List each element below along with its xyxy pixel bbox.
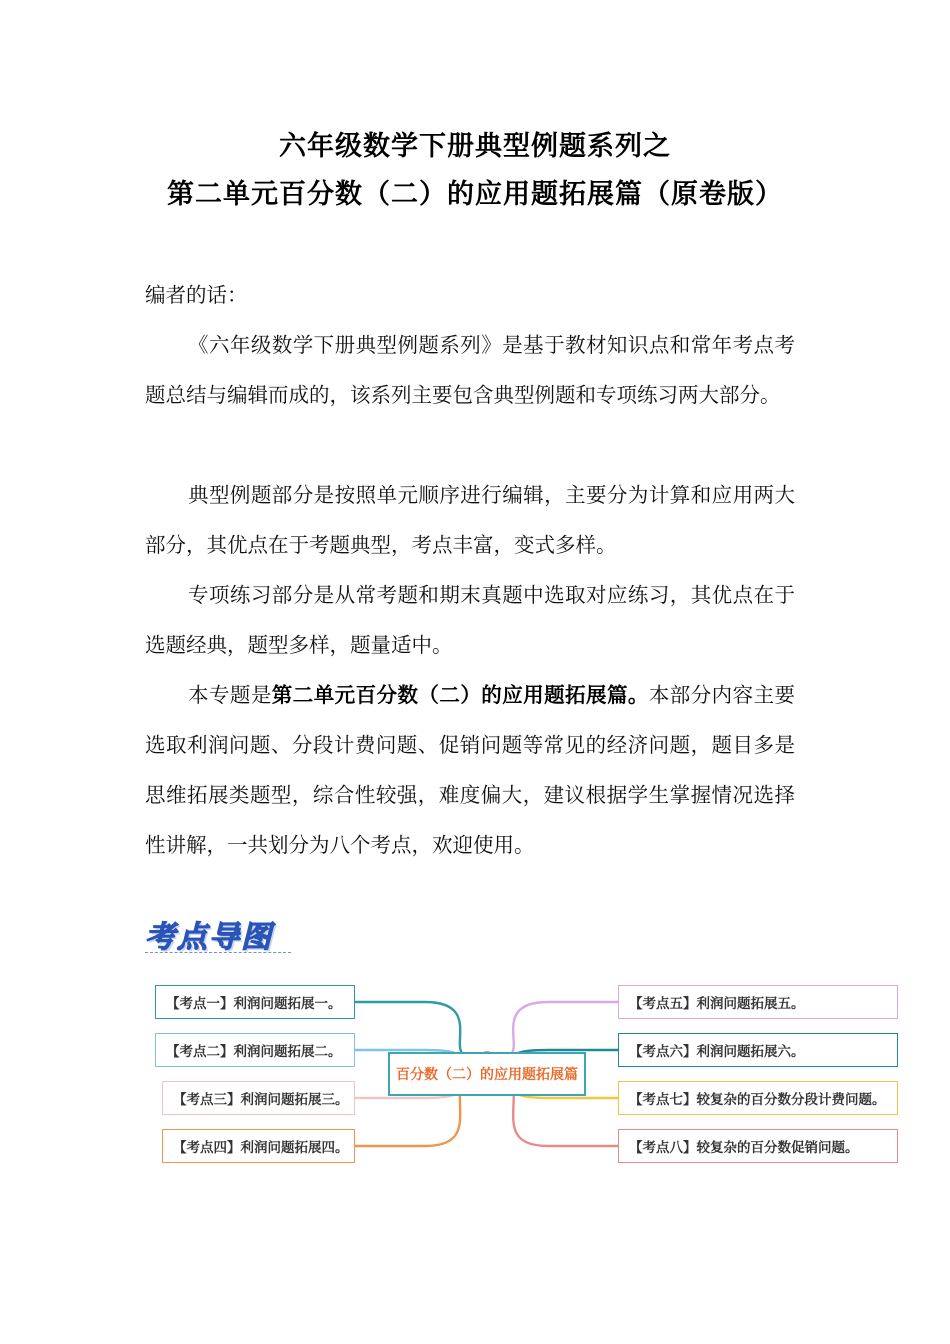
- mindmap-node-7: 【考点七】较复杂的百分数分段计费问题。: [618, 1081, 898, 1115]
- mindmap-node-4: 【考点四】利润问题拓展四。: [162, 1129, 355, 1163]
- mindmap-heading-underline: [145, 952, 291, 953]
- mindmap-center-node: 百分数（二）的应用题拓展篇: [388, 1052, 586, 1096]
- mindmap-node-5: 【考点五】利润问题拓展五。: [618, 985, 898, 1019]
- mindmap-heading: 考点导图: [145, 920, 273, 955]
- mindmap-node-8: 【考点八】较复杂的百分数促销问题。: [618, 1129, 898, 1163]
- editor-note-heading: 编者的话：: [145, 283, 248, 307]
- intro-paragraph-1: 《六年级数学下册典型例题系列》是基于教材知识点和常年考点考题总结与编辑而成的，该系列主要包含典型例题和专项练习两大部分。: [145, 333, 795, 407]
- p4-end: 本部分内容主要选取利润问题、分段计费问题、促销问题等常见的经济问题，题目多是思维拓展类题型，综合性较强，难度偏大，建议根据学生掌握情况选择性讲解，一共划分为八个考点，欢迎使用。: [145, 683, 796, 857]
- intro-paragraph-2: 典型例题部分是按照单元顺序进行编辑，主要分为计算和应用两大部分，其优点在于考题典型，考点丰富，变式多样。: [145, 483, 795, 557]
- p4-topic-bold: 第二单元百分数（二）的应用题拓展篇。: [271, 683, 649, 707]
- mindmap-node-1: 【考点一】利润问题拓展一。: [155, 985, 355, 1019]
- document-title-line2: 第二单元百分数（二）的应用题拓展篇（原卷版）: [167, 179, 783, 210]
- mindmap-node-3: 【考点三】利润问题拓展三。: [162, 1081, 355, 1115]
- document-title-line1: 六年级数学下册典型例题系列之: [279, 131, 671, 162]
- intro-paragraph-4: [145, 670, 795, 870]
- p4-start: 本专题是: [188, 683, 272, 707]
- mindmap-node-6: 【考点六】利润问题拓展六。: [618, 1033, 898, 1067]
- connector-left-1: [355, 1002, 487, 1056]
- connector-right-1: [487, 1002, 618, 1056]
- intro-paragraph-3: 专项练习部分是从常考题和期末真题中选取对应练习，其优点在于选题经典，题型多样，题量适中。: [145, 583, 795, 657]
- mindmap-node-2: 【考点二】利润问题拓展二。: [155, 1033, 355, 1067]
